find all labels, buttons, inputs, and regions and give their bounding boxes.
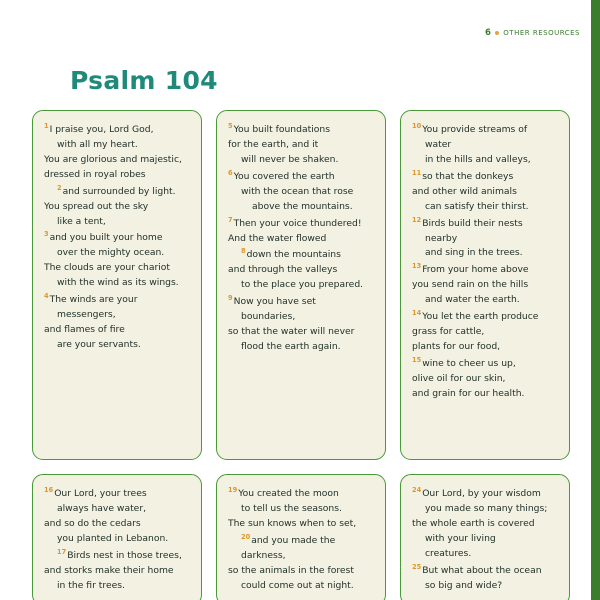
verse-text: could come out at night.	[241, 579, 354, 591]
verse-text: in the fir trees.	[57, 579, 125, 591]
verse-line	[228, 579, 374, 594]
verse-text: Birds nest in those trees,	[67, 549, 182, 561]
verse-line	[44, 564, 190, 579]
verse-line	[412, 261, 558, 278]
verse-line	[412, 168, 558, 185]
verse-line	[228, 532, 374, 549]
verse-line	[228, 325, 374, 340]
verse-number: 16	[44, 486, 54, 494]
verse-line	[412, 246, 558, 261]
verse-line	[44, 338, 190, 353]
psalm-card-6	[400, 474, 570, 600]
psalm-card-1	[32, 110, 202, 460]
verse-line	[44, 261, 190, 276]
verse-line	[412, 278, 558, 293]
verse-text: you planted in Lebanon.	[57, 532, 169, 544]
verse-text: to the place you prepared.	[241, 279, 364, 291]
verse-line	[412, 579, 558, 594]
verse-number: 8	[241, 247, 246, 256]
verse-line	[412, 562, 558, 579]
verse-text: messengers,	[57, 309, 116, 321]
verse-text: And the water flowed	[228, 232, 327, 244]
verse-text: above the mountains.	[252, 200, 353, 212]
verse-text: and surrounded by light.	[62, 185, 176, 197]
verse-text: Our Lord, by your wisdom	[422, 488, 541, 500]
verse-number: 5	[228, 122, 233, 130]
verse-text: plants for our food,	[412, 341, 501, 352]
verse-line	[412, 232, 558, 247]
verse-line	[228, 517, 374, 532]
verse-text: will never be shaken.	[241, 153, 339, 165]
verse-text: Now you have set	[233, 296, 316, 308]
verse-line	[44, 485, 190, 502]
verse-line	[44, 276, 190, 291]
page-header	[485, 28, 580, 38]
verse-line	[228, 485, 374, 502]
verse-number: 19	[228, 486, 238, 494]
verse-text: over the mighty ocean.	[57, 247, 165, 259]
verse-line	[228, 168, 374, 185]
verse-text: You are glorious and majestic,	[44, 153, 182, 165]
verse-line	[44, 517, 190, 532]
verse-text: dressed in royal robes	[44, 168, 146, 180]
verse-text: You spread out the sky	[44, 200, 149, 212]
verse-number: 1	[44, 122, 49, 130]
verse-number: 14	[412, 309, 422, 318]
verse-text: Birds build their nests	[422, 217, 523, 229]
verse-text: you made so many things;	[425, 502, 548, 514]
verse-text: and through the valleys	[228, 264, 338, 276]
verse-text: you send rain on the hills	[412, 279, 529, 291]
verse-text: water	[425, 138, 452, 150]
verse-line	[228, 153, 374, 168]
verse-text: and you built your home	[49, 232, 163, 244]
verse-line	[412, 121, 558, 138]
verse-text: creatures.	[425, 547, 472, 559]
verse-line	[228, 200, 374, 215]
verse-line	[44, 323, 190, 338]
verse-number: 12	[412, 215, 422, 224]
verse-text: with all my heart.	[57, 138, 138, 150]
verse-number: 7	[228, 215, 233, 224]
verse-text: for the earth, and it	[228, 138, 319, 150]
verse-text: You provide streams of	[422, 124, 528, 136]
page-number: 6	[484, 28, 492, 38]
verse-line	[44, 153, 190, 168]
verse-number: 15	[412, 355, 422, 364]
verse-number: 6	[228, 168, 233, 177]
verse-line	[44, 168, 190, 183]
verse-text: You let the earth produce	[422, 311, 539, 323]
verse-line	[412, 340, 558, 355]
verse-text: Our Lord, your trees	[54, 488, 147, 500]
verse-text: and other wild animals	[412, 185, 517, 197]
psalm-card-4	[32, 474, 202, 600]
verse-line	[228, 340, 374, 355]
verse-line	[44, 121, 190, 138]
verse-text: darkness,	[241, 549, 286, 561]
verse-text: so the animals in the forest	[228, 564, 354, 576]
verse-number: 11	[412, 168, 422, 177]
verse-line	[44, 138, 190, 153]
verse-line	[228, 215, 374, 232]
verse-line	[412, 387, 558, 402]
verse-line	[44, 308, 190, 323]
verse-text: You created the moon	[238, 488, 339, 500]
verse-text: so that the donkeys	[422, 170, 514, 182]
verse-line	[412, 308, 558, 325]
verse-text: olive oil for our skin,	[412, 372, 506, 384]
verse-text: The winds are your	[49, 294, 138, 306]
verse-text: But what about the ocean	[422, 564, 542, 576]
verse-number: 10	[412, 122, 422, 130]
verse-line	[44, 215, 190, 230]
psalm-card-5	[216, 474, 386, 600]
verse-text: can satisfy their thirst.	[425, 200, 529, 212]
verse-line	[228, 549, 374, 564]
verse-text: The clouds are your chariot	[44, 262, 171, 274]
verse-text: You covered the earth	[233, 170, 335, 182]
verse-text: Then your voice thundered!	[233, 217, 362, 229]
verse-text: with the ocean that rose	[241, 185, 354, 197]
verse-number: 13	[412, 262, 422, 271]
verse-text: and sing in the trees.	[425, 247, 523, 259]
page-title: Psalm 104	[70, 66, 218, 95]
verse-number: 20	[241, 532, 251, 541]
verse-text: boundaries,	[241, 311, 296, 323]
verse-line	[44, 579, 190, 594]
verse-line	[44, 291, 190, 308]
verse-text: and flames of fire	[44, 324, 125, 336]
verse-number: 3	[44, 230, 49, 239]
verse-text: like a tent,	[57, 215, 106, 227]
page-edge-bar	[591, 0, 600, 600]
verse-line	[44, 502, 190, 517]
verse-line	[228, 564, 374, 579]
verse-text: always have water,	[57, 502, 147, 514]
verse-number: 2	[57, 183, 62, 192]
verse-text: to tell us the seasons.	[241, 502, 342, 514]
verse-line	[228, 310, 374, 325]
verse-text: flood the earth again.	[241, 341, 341, 352]
verse-text: nearby	[425, 232, 458, 244]
verse-number: 24	[412, 486, 422, 494]
section-label: OTHER RESOURCES	[503, 29, 580, 37]
verse-text: and water the earth.	[425, 294, 520, 306]
verse-text: and storks make their home	[44, 564, 174, 576]
verse-text: From your home above	[422, 264, 529, 276]
psalm-card-3	[400, 110, 570, 460]
verse-line	[412, 517, 558, 532]
verse-text: grass for cattle,	[412, 326, 485, 338]
verse-text: are your servants.	[57, 338, 141, 350]
verse-line	[412, 215, 558, 232]
verse-line	[228, 263, 374, 278]
verse-text: You built foundations	[233, 124, 330, 136]
verse-line	[228, 121, 374, 138]
verse-line	[228, 502, 374, 517]
verse-text: the whole earth is covered	[412, 517, 535, 529]
verse-number: 17	[57, 547, 67, 556]
verse-text: with your living	[425, 532, 496, 544]
verse-line	[412, 185, 558, 200]
psalm-card-2	[216, 110, 386, 460]
verse-line	[412, 325, 558, 340]
psalm-card-grid	[32, 110, 572, 600]
verse-text: so big and wide?	[425, 579, 503, 591]
verse-text: down the mountains	[246, 249, 341, 261]
verse-number: 9	[228, 294, 233, 303]
bullet-dot-icon	[495, 31, 499, 35]
verse-line	[44, 246, 190, 261]
verse-line	[412, 200, 558, 215]
verse-line	[412, 547, 558, 562]
verse-text: so that the water will never	[228, 326, 355, 338]
verse-line	[412, 532, 558, 547]
verse-number: 4	[44, 292, 49, 301]
verse-line	[228, 232, 374, 247]
verse-line	[228, 246, 374, 263]
verse-line	[228, 278, 374, 293]
verse-line	[44, 183, 190, 200]
verse-text: with the wind as its wings.	[57, 277, 179, 289]
verse-line	[412, 485, 558, 502]
verse-line	[228, 138, 374, 153]
verse-line	[412, 355, 558, 372]
verse-line	[44, 200, 190, 215]
verse-text: The sun knows when to set,	[228, 517, 357, 529]
verse-number: 25	[412, 562, 422, 571]
verse-line	[44, 547, 190, 564]
verse-text: and so do the cedars	[44, 517, 141, 529]
verse-text: and grain for our health.	[412, 387, 525, 399]
verse-text: in the hills and valleys,	[425, 153, 531, 165]
verse-line	[412, 502, 558, 517]
verse-line	[228, 185, 374, 200]
verse-line	[412, 138, 558, 153]
verse-text: and you made the	[251, 534, 336, 546]
verse-line	[412, 293, 558, 308]
verse-text: wine to cheer us up,	[422, 357, 516, 369]
verse-text: I praise you, Lord God,	[49, 124, 154, 136]
verse-line	[44, 229, 190, 246]
verse-line	[412, 372, 558, 387]
verse-line	[412, 153, 558, 168]
verse-line	[228, 293, 374, 310]
verse-line	[44, 532, 190, 547]
